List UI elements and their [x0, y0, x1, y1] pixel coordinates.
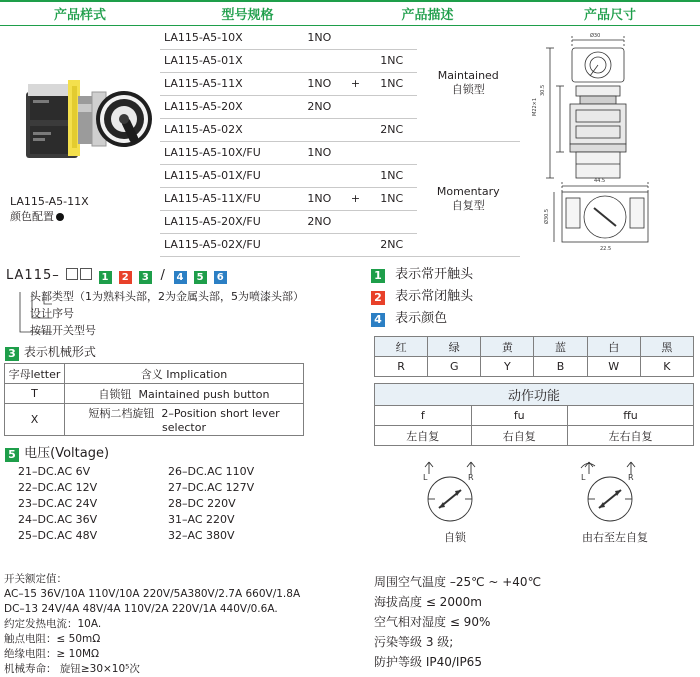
function-code: f — [375, 406, 472, 426]
code-slash: / — [160, 268, 166, 283]
env-spec-line: 空气相对湿度 ≤ 90% — [374, 615, 491, 629]
model-table — [160, 26, 520, 257]
spec-line: 机械寿命： 旋钮≥30×10⁵次 — [4, 663, 140, 675]
voltage-title-text: 电压(Voltage) — [24, 446, 110, 461]
model-plus: + — [344, 187, 367, 210]
model-code-line — [0, 258, 370, 284]
spec-line: 开关额定值： — [4, 573, 67, 585]
voltage-title — [4, 442, 370, 462]
function-title: 动作功能 — [375, 384, 694, 406]
svg-text:R: R — [468, 473, 474, 482]
model-plus: + — [344, 72, 367, 95]
svg-text:R: R — [628, 473, 634, 482]
figure-right-caption: 由右至左自复 — [582, 531, 648, 544]
svg-text:Ø30: Ø30 — [590, 33, 601, 39]
voltage-list-right — [168, 464, 318, 544]
function-label: 左右自复 — [568, 426, 694, 446]
spec-line: AC–15 36V/10A 110V/10A 220V/5A380V/2.7A 660V/1.8A — [4, 588, 301, 600]
voltage-item: 21–DC.AC 6V — [18, 465, 91, 478]
model-plus — [344, 95, 367, 118]
table-row — [375, 357, 694, 377]
color-name: 绿 — [428, 337, 481, 357]
header-model-spec: 型号规格 — [221, 8, 274, 23]
spec-line: 触点电阻：≤ 50mΩ — [4, 633, 101, 645]
model-name: LA115-A5-01X — [160, 49, 294, 72]
function-code: ffu — [568, 406, 694, 426]
code-leader-switch-model: 按钮开关型号 — [30, 324, 96, 337]
electrical-specs — [0, 572, 370, 677]
table-row — [5, 404, 304, 436]
legend-text-4: 表示颜色 — [395, 311, 448, 326]
model-contact-no — [294, 49, 344, 72]
svg-text:30.5: 30.5 — [540, 84, 546, 96]
model-table-cell — [160, 26, 520, 258]
voltage-lists — [18, 464, 370, 544]
voltage-item: 32–AC 380V — [168, 529, 235, 542]
model-contact-nc: 1NC — [367, 49, 417, 72]
legend-text-2: 表示常闭触头 — [395, 289, 474, 304]
voltage-item: 26–DC.AC 110V — [168, 465, 255, 478]
color-code: G — [428, 357, 481, 377]
letter-value: T — [5, 384, 65, 404]
letter-meaning-table — [4, 363, 304, 436]
color-code: W — [587, 357, 640, 377]
color-name: 黄 — [481, 337, 534, 357]
mech-title-text: 表示机械形式 — [23, 345, 96, 359]
model-contact-nc: 1NC — [367, 164, 417, 187]
code-breakdown-section — [0, 258, 370, 545]
model-plus — [344, 233, 367, 256]
code-leader-lines — [12, 290, 52, 342]
svg-text:M22×1: M22×1 — [532, 97, 538, 116]
top-section — [0, 26, 700, 258]
voltage-item: 28–DC 220V — [168, 497, 236, 510]
table-row — [375, 384, 694, 406]
env-spec-line: 周围空气温度 –25℃ ~ +40℃ — [374, 575, 542, 589]
figure-momentary — [530, 454, 700, 545]
model-contact-no: 2NO — [294, 95, 344, 118]
selector-diagram-left — [395, 454, 515, 532]
model-contact-no: 1NO — [294, 187, 344, 210]
bottom-specs-section — [0, 572, 700, 677]
svg-text:L: L — [423, 473, 428, 482]
legend-no-contact — [370, 264, 700, 286]
code-dash: – — [52, 268, 60, 283]
model-name: LA115-A5-11X — [160, 72, 294, 95]
voltage-item: 23–DC.AC 24V — [18, 497, 98, 510]
code-mark-4: 4 — [174, 271, 187, 284]
voltage-list-left — [18, 464, 168, 544]
product-caption-color: 颜色配置 — [10, 209, 89, 224]
meaning-header: 含义 Implication — [65, 364, 304, 384]
model-name: LA115-A5-10X/FU — [160, 141, 294, 164]
model-name: LA115-A5-10X — [160, 26, 294, 49]
model-contact-nc — [367, 95, 417, 118]
color-swatch-black — [56, 213, 64, 221]
legend-color — [370, 308, 700, 330]
function-figures — [380, 454, 700, 545]
model-contact-no: 1NO — [294, 141, 344, 164]
model-contact-no: 2NO — [294, 210, 344, 233]
code-mark-6: 6 — [214, 271, 227, 284]
voltage-badge: 5 — [5, 448, 19, 462]
svg-text:22.5: 22.5 — [600, 246, 612, 252]
code-mark-3: 3 — [139, 271, 152, 284]
figure-left-caption: 自锁 — [444, 531, 466, 544]
model-contact-no: 1NO — [294, 26, 344, 49]
voltage-item: 24–DC.AC 36V — [18, 513, 98, 526]
color-name: 蓝 — [534, 337, 587, 357]
selector-diagram-right — [555, 454, 675, 532]
svg-text:Ø30.5: Ø30.5 — [544, 208, 550, 224]
voltage-item: 25–DC.AC 48V — [18, 529, 98, 542]
letter-header: 字母letter — [5, 364, 65, 384]
function-table — [374, 383, 694, 446]
letter-value: X — [5, 404, 65, 436]
table-row — [375, 406, 694, 426]
model-plus — [344, 164, 367, 187]
color-name: 黑 — [640, 337, 693, 357]
model-name: LA115-A5-02X — [160, 118, 294, 141]
legend-text-1: 表示常开触头 — [395, 267, 474, 282]
model-contact-no — [294, 118, 344, 141]
model-name: LA115-A5-11X/FU — [160, 187, 294, 210]
code-box-2 — [80, 268, 92, 280]
color-name: 红 — [375, 337, 428, 357]
function-code: fu — [471, 406, 568, 426]
table-row — [160, 141, 520, 164]
code-mark-5: 5 — [194, 271, 207, 284]
model-contact-nc: 1NC — [367, 72, 417, 95]
product-image-cell — [0, 26, 160, 258]
model-name: LA115-A5-01X/FU — [160, 164, 294, 187]
model-plus — [344, 49, 367, 72]
model-contact-nc: 1NC — [367, 187, 417, 210]
env-spec-line: 防护等级 IP40/IP65 — [374, 655, 482, 669]
model-plus — [344, 118, 367, 141]
model-type-maintained: Maintained 自锁型 — [417, 26, 521, 141]
env-spec-line: 海拔高度 ≤ 2000m — [374, 595, 482, 609]
figure-maintained — [380, 454, 530, 545]
model-type-momentary: Momentary 自复型 — [417, 141, 521, 256]
model-name: LA115-A5-20X — [160, 95, 294, 118]
color-code: Y — [481, 357, 534, 377]
color-code: K — [640, 357, 693, 377]
model-contact-nc — [367, 141, 417, 164]
mechanical-form-title — [4, 343, 370, 361]
header-product-desc: 产品描述 — [401, 8, 454, 23]
legend-badge-2: 2 — [371, 291, 385, 305]
color-name: 白 — [587, 337, 640, 357]
color-code: B — [534, 357, 587, 377]
code-mark-1: 1 — [99, 271, 112, 284]
function-label: 右自复 — [471, 426, 568, 446]
model-contact-no: 1NO — [294, 72, 344, 95]
legend-section — [370, 258, 700, 545]
spec-line: DC–13 24V/4A 48V/4A 110V/2A 220V/1A 440V/0.6A. — [4, 603, 278, 615]
mech-badge: 3 — [5, 347, 19, 361]
model-name: LA115-A5-20X/FU — [160, 210, 294, 233]
voltage-item: 27–DC.AC 127V — [168, 481, 255, 494]
spec-line: 绝缘电阻：≥ 10MΩ — [4, 648, 100, 660]
spec-line: 约定发热电流：10A. — [4, 618, 102, 630]
legend-nc-contact — [370, 286, 700, 308]
model-name: LA115-A5-02X/FU — [160, 233, 294, 256]
table-row — [5, 384, 304, 404]
dimension-drawing-cell — [520, 26, 700, 258]
model-contact-nc: 2NC — [367, 233, 417, 256]
code-prefix: LA115 — [6, 268, 53, 283]
code-leader-head-type: 头部类型（1为熟料头部，2为金属头部，5为喷漆头部） — [30, 290, 304, 303]
model-contact-nc: 2NC — [367, 118, 417, 141]
meaning-value: 短柄二档旋钮 2–Position short lever selector — [65, 404, 304, 436]
function-label: 左自复 — [375, 426, 472, 446]
dimension-drawing-top — [520, 26, 698, 254]
legend-badge-4: 4 — [371, 313, 385, 327]
product-photo — [8, 34, 158, 194]
meaning-value: 自锁钮 Maintained push button — [65, 384, 304, 404]
table-row — [5, 364, 304, 384]
middle-section — [0, 258, 700, 545]
model-contact-nc — [367, 210, 417, 233]
color-code-table — [374, 336, 694, 377]
code-box-1 — [66, 268, 78, 280]
model-contact-nc — [367, 26, 417, 49]
table-row — [160, 26, 520, 49]
voltage-item: 22–DC.AC 12V — [18, 481, 98, 494]
model-contact-no — [294, 233, 344, 256]
environment-specs — [370, 572, 700, 677]
code-leader-design-serial: 设计序号 — [30, 307, 74, 320]
legend-badge-1: 1 — [371, 269, 385, 283]
model-plus — [344, 210, 367, 233]
svg-text:44.5: 44.5 — [594, 178, 606, 184]
header-product-dimension: 产品尺寸 — [583, 8, 636, 23]
model-plus — [344, 26, 367, 49]
env-spec-line: 污染等级 3 级; — [374, 635, 454, 649]
table-header-row — [0, 0, 700, 26]
voltage-item: 31–AC 220V — [168, 513, 235, 526]
svg-text:L: L — [581, 473, 586, 482]
code-mark-2: 2 — [119, 271, 132, 284]
color-code: R — [375, 357, 428, 377]
table-row — [375, 337, 694, 357]
header-product-style: 产品样式 — [53, 8, 106, 23]
model-contact-no — [294, 164, 344, 187]
product-caption-model: LA115-A5-11X — [10, 195, 89, 208]
product-caption — [10, 194, 89, 224]
table-row — [375, 426, 694, 446]
model-plus — [344, 141, 367, 164]
